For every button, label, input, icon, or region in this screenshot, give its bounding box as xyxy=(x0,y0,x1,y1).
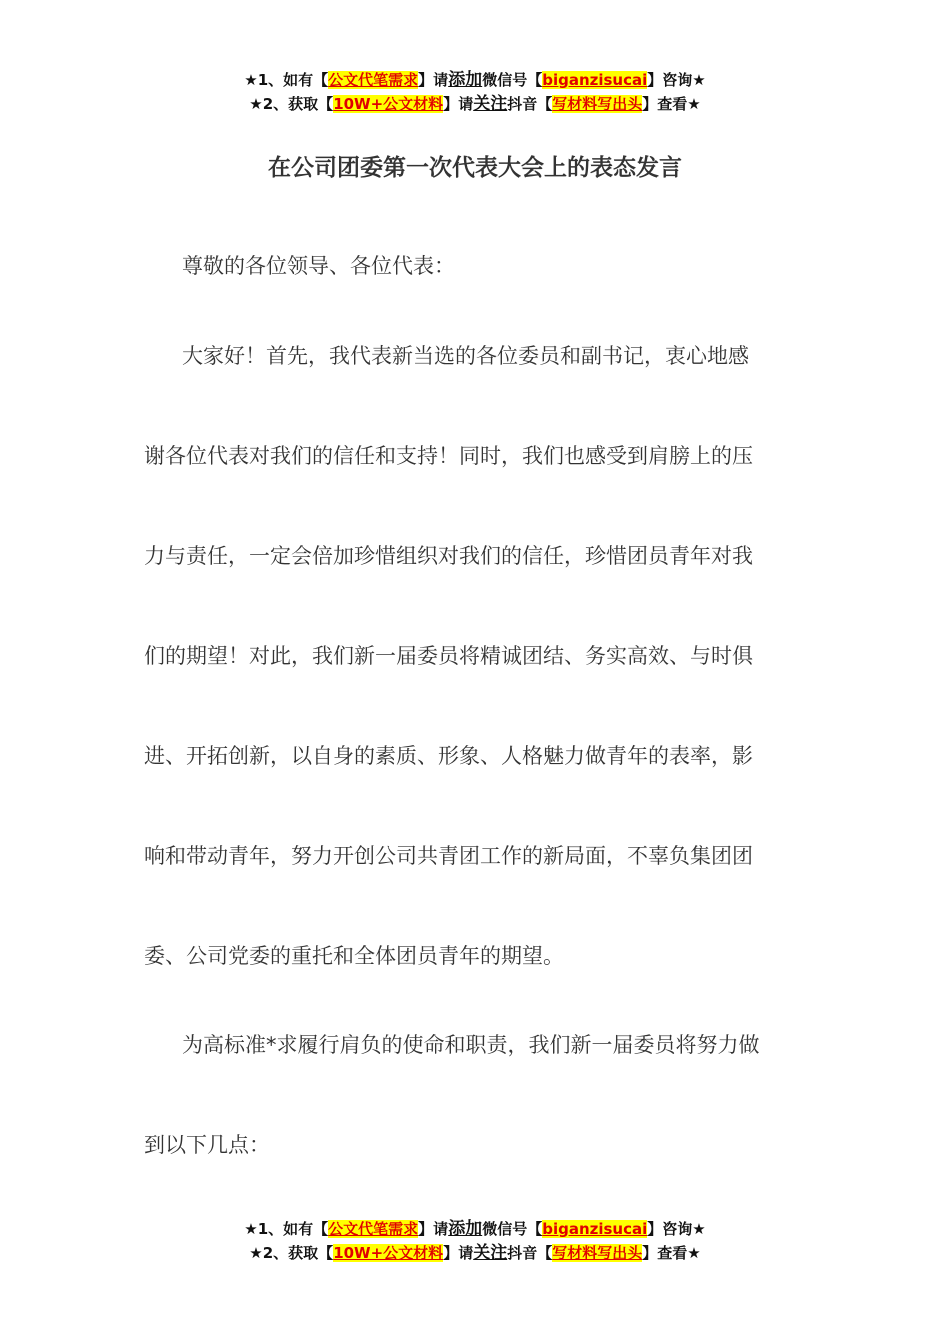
paragraph-2: 为高标准*求履行肩负的使命和职责，我们新一届委员将努力做 到以下几点： xyxy=(144,1033,760,1157)
paragraph-1: 大家好！首先，我代表新当选的各位委员和副书记，衷心地感 谢各位代表对我们的信任和支持！同时，我们也感受到肩膀上的压 力与责任，一定会倍加珍惜组织对我们的信任，珍惜团员青年对我 们的期望！对此，我们新一届委员将精诚团结、务实高效、与时俱 进、开拓创新，以自身的素质、形象、人格魅力做青年的表率，影 响和带动青年，努力开创公司共青团工作的新局面，不辜负集团团 委、公司党委的重托和全体团员青年的期望。 xyxy=(144,344,753,968)
banner-highlight: 10W+公文材料 xyxy=(333,1244,444,1262)
bottom-banner xyxy=(0,1217,950,1265)
banner-wechat-id: biganzisucai xyxy=(542,71,648,89)
banner-douyin-id: 写材料写出头 xyxy=(552,95,643,113)
banner-line-2: ★2、获取【10W+公文材料】请关注抖音【写材料写出头】查看★ xyxy=(249,1243,701,1263)
banner-highlight: 公文代笔需求 xyxy=(328,71,419,89)
banner-line-2: ★2、获取【10W+公文材料】请关注抖音【写材料写出头】查看★ xyxy=(249,94,701,114)
banner-wechat-id: biganzisucai xyxy=(542,1220,648,1238)
top-banner xyxy=(0,68,950,116)
banner-highlight: 10W+公文材料 xyxy=(333,95,444,113)
document-title: 在公司团委第一次代表大会上的表态发言 xyxy=(268,155,682,181)
greeting: 尊敬的各位领导、各位代表： xyxy=(182,254,455,278)
banner-douyin-id: 写材料写出头 xyxy=(552,1244,643,1262)
banner-highlight: 公文代笔需求 xyxy=(328,1220,419,1238)
banner-line-1: ★1、如有【公文代笔需求】请添加微信号【biganzisucai】咨询★ xyxy=(244,1219,706,1239)
banner-line-1: ★1、如有【公文代笔需求】请添加微信号【biganzisucai】咨询★ xyxy=(244,70,706,90)
